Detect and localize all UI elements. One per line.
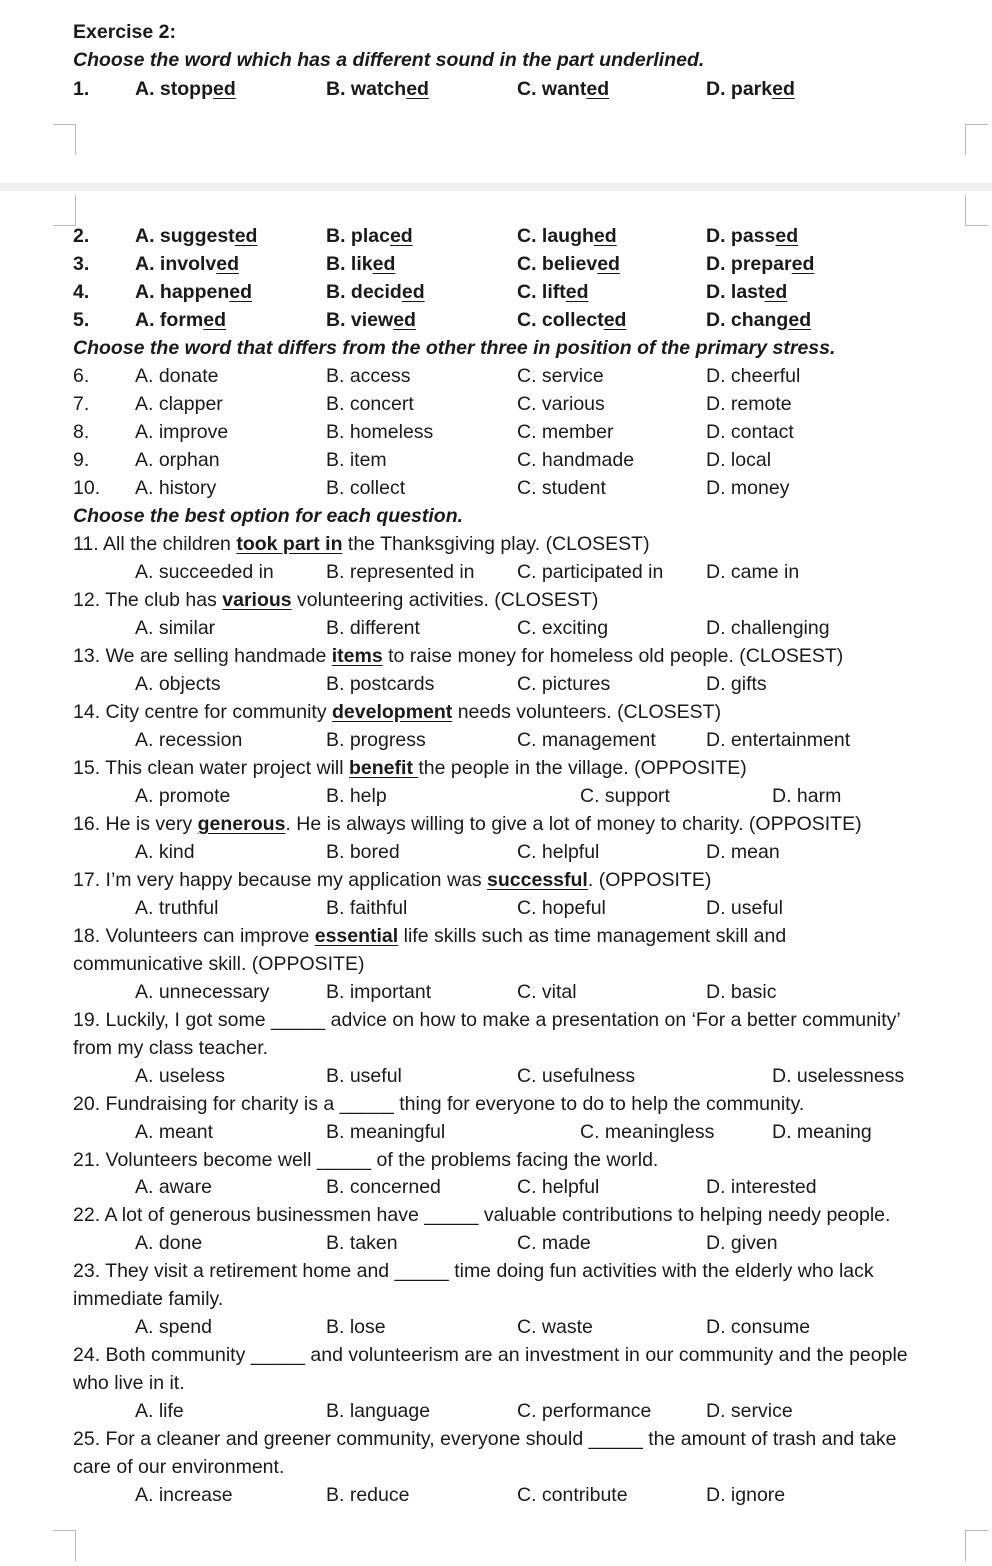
option-c: C. helpful — [517, 841, 600, 863]
option-c: C. participated in — [517, 561, 664, 583]
option-d: D. useful — [706, 897, 783, 919]
option-c: C. usefulness — [517, 1065, 636, 1087]
option-b: B. liked — [326, 253, 396, 275]
option-a: A. life — [135, 1400, 184, 1422]
page-corner-mark — [53, 124, 76, 155]
page-corner-mark — [53, 1530, 76, 1561]
option-b: B. language — [326, 1400, 431, 1422]
option-d: D. passed — [706, 225, 799, 247]
option-a: A. objects — [135, 673, 221, 695]
option-d: D. local — [706, 449, 772, 471]
option-a: A. aware — [135, 1176, 212, 1198]
option-b: B. viewed — [326, 309, 416, 331]
option-d: D. changed — [706, 309, 812, 331]
option-c: C. wanted — [517, 78, 610, 100]
option-b: B. concert — [326, 393, 414, 415]
option-d: D. consume — [706, 1316, 811, 1338]
option-b: B. help — [326, 785, 387, 807]
option-d: D. gifts — [706, 673, 767, 695]
option-c: C. laughed — [517, 225, 617, 247]
page-corner-mark — [965, 124, 988, 155]
option-b: B. reduce — [326, 1484, 410, 1506]
option-b: B. decided — [326, 281, 425, 303]
option-d: D. challenging — [706, 617, 830, 639]
option-c: C. service — [517, 365, 604, 387]
question-stem: 16. He is very generous. He is always willing to give a lot of money to charity. (OPPOSITE) — [73, 813, 862, 835]
option-d: D. remote — [706, 393, 792, 415]
option-a: A. kind — [135, 841, 195, 863]
option-b: B. watched — [326, 78, 429, 100]
option-a: A. clapper — [135, 393, 223, 415]
question-stem: 24. Both community _____ and volunteerism are an investment in our community and the people — [73, 1344, 908, 1366]
section-instruction-best-option: Choose the best option for each question. — [73, 505, 464, 527]
section-instruction-stress: Choose the word that differs from the other three in position of the primary stress. — [73, 337, 836, 359]
exercise-title: Exercise 2: — [73, 21, 176, 43]
option-a: A. useless — [135, 1065, 225, 1087]
option-a: A. happened — [135, 281, 253, 303]
option-d: D. came in — [706, 561, 800, 583]
question-number: 7. — [73, 393, 90, 415]
option-b: B. collect — [326, 477, 406, 499]
option-b: B. item — [326, 449, 387, 471]
question-stem-continued: care of our environment. — [73, 1456, 285, 1478]
option-b: B. faithful — [326, 897, 408, 919]
option-b: B. important — [326, 981, 432, 1003]
option-a: A. stopped — [135, 78, 236, 100]
option-d: D. contact — [706, 421, 794, 443]
option-c: C. lifted — [517, 281, 589, 303]
option-a: A. meant — [135, 1121, 214, 1143]
option-c: C. contribute — [517, 1484, 628, 1506]
question-stem: 17. I’m very happy because my application was successful. (OPPOSITE) — [73, 869, 712, 891]
option-c: C. meaningless — [580, 1121, 715, 1143]
option-a: A. truthful — [135, 897, 219, 919]
question-number: 6. — [73, 365, 90, 387]
question-stem: 14. City centre for community development needs volunteers. (CLOSEST) — [73, 701, 722, 723]
option-c: C. helpful — [517, 1176, 600, 1198]
option-d: D. cheerful — [706, 365, 801, 387]
question-stem-continued: from my class teacher. — [73, 1037, 269, 1059]
option-d: D. harm — [772, 785, 842, 807]
question-number: 9. — [73, 449, 90, 471]
option-b: B. taken — [326, 1232, 398, 1254]
question-stem: 22. A lot of generous businessmen have _____ valuable contributions to helping needy people. — [73, 1204, 891, 1226]
option-a: A. recession — [135, 729, 243, 751]
option-c: C. made — [517, 1232, 591, 1254]
question-stem: 12. The club has various volunteering activities. (CLOSEST) — [73, 589, 599, 611]
option-b: B. different — [326, 617, 420, 639]
option-d: D. prepared — [706, 253, 815, 275]
option-c: C. performance — [517, 1400, 652, 1422]
question-number: 4. — [73, 281, 90, 303]
option-c: C. hopeful — [517, 897, 606, 919]
option-b: B. bored — [326, 841, 400, 863]
option-c: C. member — [517, 421, 614, 443]
option-d: D. mean — [706, 841, 780, 863]
question-stem: 13. We are selling handmade items to raise money for homeless old people. (CLOSEST) — [73, 645, 844, 667]
option-b: B. access — [326, 365, 411, 387]
option-d: D. service — [706, 1400, 793, 1422]
option-d: D. uselessness — [772, 1065, 905, 1087]
option-a: A. donate — [135, 365, 219, 387]
option-d: D. basic — [706, 981, 777, 1003]
question-stem: 18. Volunteers can improve essential life skills such as time management skill and — [73, 925, 787, 947]
option-a: A. involved — [135, 253, 240, 275]
question-stem-continued: who live in it. — [73, 1372, 185, 1394]
option-d: D. money — [706, 477, 790, 499]
question-stem: 25. For a cleaner and greener community, everyone should _____ the amount of trash and take — [73, 1428, 897, 1450]
question-stem: 21. Volunteers become well _____ of the problems facing the world. — [73, 1149, 659, 1171]
page-break — [0, 183, 992, 191]
option-b: B. homeless — [326, 421, 434, 443]
option-d: D. ignore — [706, 1484, 786, 1506]
option-d: D. lasted — [706, 281, 788, 303]
option-c: C. handmade — [517, 449, 635, 471]
question-stem: 23. They visit a retirement home and _____ time doing fun activities with the elderly who lack — [73, 1260, 874, 1282]
question-stem-continued: immediate family. — [73, 1288, 224, 1310]
page-corner-mark — [965, 195, 988, 226]
option-c: C. waste — [517, 1316, 593, 1338]
option-c: C. believed — [517, 253, 620, 275]
option-c: C. exciting — [517, 617, 609, 639]
option-b: B. progress — [326, 729, 426, 751]
option-c: C. management — [517, 729, 656, 751]
question-number: 10. — [73, 477, 101, 499]
option-a: A. increase — [135, 1484, 233, 1506]
question-number: 5. — [73, 309, 90, 331]
option-b: B. lose — [326, 1316, 386, 1338]
question-stem: 20. Fundraising for charity is a _____ thing for everyone to do to help the community. — [73, 1093, 805, 1115]
option-d: D. given — [706, 1232, 778, 1254]
option-a: A. unnecessary — [135, 981, 270, 1003]
option-b: B. concerned — [326, 1176, 441, 1198]
option-a: A. succeeded in — [135, 561, 274, 583]
option-a: A. done — [135, 1232, 203, 1254]
option-a: A. spend — [135, 1316, 212, 1338]
question-stem: 11. All the children took part in the Thanksgiving play. (CLOSEST) — [73, 533, 650, 555]
section-instruction-pronunciation: Choose the word which has a different sound in the part underlined. — [73, 49, 705, 71]
question-number: 3. — [73, 253, 90, 275]
option-d: D. interested — [706, 1176, 817, 1198]
option-b: B. postcards — [326, 673, 435, 695]
option-c: C. collected — [517, 309, 627, 331]
option-b: B. represented in — [326, 561, 475, 583]
option-c: C. vital — [517, 981, 577, 1003]
option-c: C. support — [580, 785, 670, 807]
question-number: 8. — [73, 421, 90, 443]
option-a: A. improve — [135, 421, 229, 443]
option-a: A. formed — [135, 309, 227, 331]
question-stem: 19. Luckily, I got some _____ advice on how to make a presentation on ‘For a better community’ — [73, 1009, 901, 1031]
page-corner-mark — [53, 195, 76, 226]
option-c: C. pictures — [517, 673, 611, 695]
option-b: B. placed — [326, 225, 413, 247]
option-b: B. meaningful — [326, 1121, 446, 1143]
option-c: C. various — [517, 393, 605, 415]
question-number: 2. — [73, 225, 90, 247]
option-c: C. student — [517, 477, 606, 499]
option-a: A. orphan — [135, 449, 220, 471]
option-a: A. history — [135, 477, 217, 499]
question-stem: 15. This clean water project will benefit the people in the village. (OPPOSITE) — [73, 757, 747, 779]
option-d: D. meaning — [772, 1121, 872, 1143]
page-corner-mark — [965, 1530, 988, 1561]
option-a: A. promote — [135, 785, 231, 807]
question-number: 1. — [73, 78, 90, 100]
option-a: A. suggested — [135, 225, 258, 247]
option-a: A. similar — [135, 617, 216, 639]
option-d: D. entertainment — [706, 729, 851, 751]
option-b: B. useful — [326, 1065, 402, 1087]
question-stem-continued: communicative skill. (OPPOSITE) — [73, 953, 365, 975]
option-d: D. parked — [706, 78, 795, 100]
